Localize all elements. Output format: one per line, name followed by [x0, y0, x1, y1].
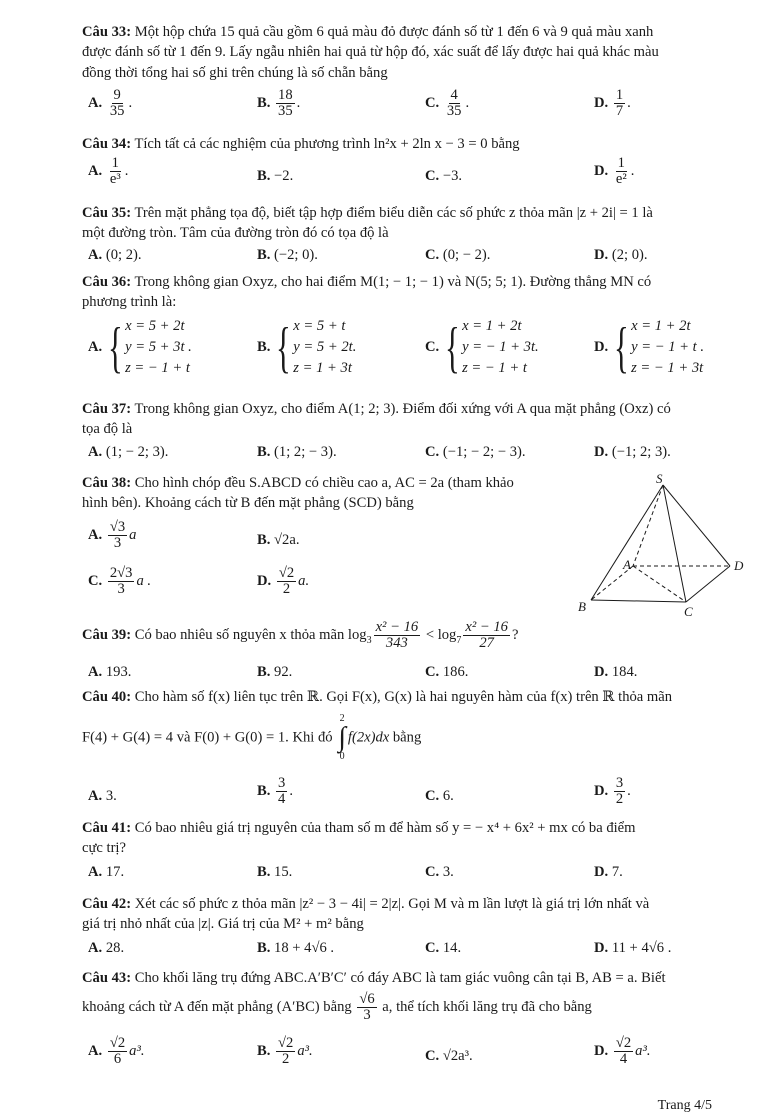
option-label: D. — [594, 339, 609, 356]
numerator: x² − 16 — [465, 619, 508, 635]
log-base: 7 — [456, 635, 462, 647]
equation-system — [608, 316, 704, 379]
option-a[interactable] — [88, 662, 131, 682]
option-a[interactable] — [88, 156, 128, 188]
option-text: √2a³. — [442, 1048, 473, 1064]
option-label: B. — [257, 664, 271, 680]
denominator: 2 — [615, 791, 624, 808]
option-a[interactable] — [88, 520, 136, 552]
option-a[interactable] — [88, 938, 124, 958]
option-text: (−1; − 2; − 3). — [442, 444, 526, 460]
question-33 — [82, 22, 757, 83]
log-base: 3 — [366, 635, 372, 647]
option-label: B. — [257, 864, 271, 880]
vertex-label-d: D — [734, 558, 744, 573]
option-label: B. — [257, 783, 271, 800]
option-suffix: a³. — [297, 1043, 313, 1060]
option-b[interactable] — [257, 316, 356, 379]
option-label: D. — [594, 444, 609, 460]
option-b[interactable] — [257, 776, 293, 808]
option-text: 193. — [105, 664, 132, 680]
question-text: a, thể tích khối lăng trụ đã cho bằng — [378, 999, 592, 1016]
option-label: D. — [594, 664, 609, 680]
fraction — [463, 620, 510, 652]
option-b[interactable] — [257, 530, 299, 550]
option-label: D. — [594, 1043, 609, 1060]
fraction — [277, 566, 296, 598]
option-suffix: . — [627, 783, 631, 800]
question-text-line: hình bên). Khoảng cách từ B đến mặt phẳng (SCD) bằng — [82, 495, 414, 512]
option-c[interactable] — [425, 316, 539, 379]
option-text: (1; − 2; 3). — [105, 444, 169, 460]
question-number: Câu 33: — [82, 24, 132, 40]
option-d[interactable] — [594, 245, 648, 265]
brace-icon: { — [276, 316, 292, 379]
denominator: 35 — [109, 103, 125, 120]
option-text: 186. — [442, 664, 469, 680]
option-label: B. — [257, 95, 271, 112]
option-c[interactable] — [425, 88, 469, 120]
option-b[interactable] — [257, 245, 318, 265]
option-label: D. — [594, 783, 609, 800]
question-42 — [82, 894, 757, 935]
question-text-line: đồng thời tổng hai số ghi trên chúng là số chẵn bằng — [82, 64, 388, 81]
option-label: A. — [88, 247, 103, 263]
option-text: 6. — [442, 788, 454, 804]
page-number: Trang 4/5 — [657, 1098, 712, 1113]
option-label: C. — [88, 573, 103, 590]
option-a[interactable] — [88, 245, 142, 265]
denominator: 4 — [278, 791, 286, 808]
question-text-line: Cho khối lăng trụ đứng ABC.A′B′C′ có đáy ABC là tam giác vuông cân tại B, AB = a. Biết — [134, 970, 666, 986]
question-43 — [82, 968, 757, 988]
question-text-line: Có bao nhiêu giá trị nguyên của tham số m để hàm số y = − x⁴ + 6x² + mx có ba điểm — [134, 820, 636, 836]
option-label: C. — [425, 444, 440, 460]
question-40 — [82, 687, 757, 707]
question-text-line: Trong không gian Oxyz, cho điểm A(1; 2; 3). Điểm đối xứng với A qua mặt phẳng (Oxz) có — [134, 401, 671, 417]
option-c[interactable] — [88, 566, 151, 598]
fraction — [614, 1036, 633, 1068]
option-text: 28. — [105, 940, 125, 956]
edge-cd — [686, 566, 730, 602]
option-a[interactable] — [88, 862, 124, 882]
question-text: ? — [511, 627, 519, 644]
numerator: x² − 16 — [375, 619, 419, 635]
fraction — [108, 88, 127, 120]
numerator: √2 — [278, 1035, 294, 1051]
option-text: (2; 0). — [611, 247, 648, 263]
option-c[interactable] — [425, 442, 526, 462]
numerator: 1 — [615, 87, 624, 103]
option-text: 3. — [442, 864, 454, 880]
question-text: bằng — [487, 136, 520, 152]
option-suffix: . — [465, 95, 470, 112]
equation-system — [270, 316, 356, 379]
denominator: 4 — [619, 1051, 628, 1068]
option-a[interactable] — [88, 316, 192, 379]
option-label: B. — [257, 444, 271, 460]
question-number: Câu 41: — [82, 820, 132, 836]
vertex-label-s: S — [656, 471, 663, 486]
fraction — [276, 776, 287, 808]
option-d[interactable] — [594, 156, 634, 188]
integral-icon: ∫ — [338, 722, 346, 753]
fraction — [614, 88, 625, 120]
option-label: C. — [425, 788, 440, 804]
option-label: B. — [257, 940, 271, 956]
numerator: √2 — [615, 1035, 632, 1051]
equation-line: z = − 1 + t — [462, 360, 527, 377]
question-text: F(4) + G(4) = 4 và F(0) + G(0) = 1. Khi đó — [82, 729, 337, 746]
integral-upper-bound: 2 — [339, 713, 345, 724]
denominator: e³ — [109, 171, 121, 188]
question-number: Câu 37: — [82, 401, 132, 417]
option-label: B. — [257, 168, 271, 184]
numerator: 18 — [278, 87, 293, 103]
option-d[interactable] — [594, 316, 704, 379]
option-text: 11 + 4√6 . — [611, 940, 672, 956]
fraction — [614, 156, 629, 188]
option-label: A. — [88, 444, 103, 460]
option-label: D. — [594, 940, 609, 956]
option-label: A. — [88, 163, 103, 180]
option-text: (0; − 2). — [442, 247, 491, 263]
option-b[interactable] — [257, 1036, 313, 1068]
question-text: bằng — [389, 729, 422, 746]
option-text: (0; 2). — [105, 247, 142, 263]
question-text-line: Một hộp chứa 15 quả cầu gồm 6 quả màu đỏ được đánh số từ 1 đến 6 và 9 quả màu xanh — [134, 24, 654, 40]
option-d[interactable] — [594, 88, 631, 120]
denominator: 343 — [385, 635, 408, 652]
numerator: 3 — [615, 775, 624, 791]
question-36 — [82, 272, 757, 313]
option-label: A. — [88, 527, 103, 544]
question-text-line: tọa độ là — [82, 421, 133, 438]
question-number: Câu 42: — [82, 896, 132, 912]
fraction — [108, 520, 127, 552]
question-text: Có bao nhiêu số nguyên x thỏa mãn log — [134, 627, 367, 644]
question-39 — [82, 620, 757, 652]
option-suffix: a — [129, 527, 137, 544]
denominator: 3 — [363, 1007, 371, 1024]
option-c[interactable] — [425, 786, 454, 806]
option-label: C. — [425, 940, 440, 956]
equation-line: y = − 1 + t . — [631, 339, 705, 356]
question-number: Câu 34: — [82, 136, 132, 152]
option-d[interactable] — [594, 442, 671, 462]
option-b[interactable] — [257, 442, 337, 462]
option-label: A. — [88, 95, 103, 112]
integral — [338, 714, 346, 762]
option-label: D. — [594, 163, 609, 180]
option-suffix: a . — [136, 573, 152, 590]
question-text-line: Trên mặt phẳng tọa độ, biết tập hợp điểm biểu diễn các số phức z thỏa mãn |z + 2i| = 1 là — [134, 205, 653, 221]
equation-system — [439, 316, 538, 379]
vertex-label-c: C — [684, 604, 693, 619]
denominator: 35 — [446, 103, 462, 120]
question-number: Câu 40: — [82, 689, 132, 705]
option-label: C. — [425, 168, 440, 184]
option-label: B. — [257, 1043, 271, 1060]
option-c[interactable] — [425, 245, 490, 265]
denominator: 7 — [615, 103, 624, 120]
option-suffix: a. — [298, 573, 310, 590]
option-d[interactable] — [594, 938, 671, 958]
numerator: √3 — [109, 519, 126, 535]
numerator: 2√3 — [109, 565, 133, 581]
option-c[interactable] — [425, 166, 462, 186]
option-d[interactable] — [257, 566, 309, 598]
option-text: 92. — [274, 664, 293, 680]
equation-system — [102, 316, 192, 379]
question-38 — [82, 473, 562, 514]
question-34 — [82, 134, 757, 154]
option-text: 184. — [611, 664, 638, 680]
numerator: √2 — [109, 1035, 126, 1051]
option-label: A. — [88, 339, 103, 356]
option-b[interactable] — [257, 88, 300, 120]
question-35 — [82, 203, 757, 244]
question-text-line: Xét các số phức z thỏa mãn |z² − 3 − 4i| = 2|z|. Gọi M và m lần lượt là giá trị lớn nhất và — [134, 896, 650, 912]
option-text: 14. — [442, 940, 462, 956]
option-b[interactable] — [257, 938, 334, 958]
equation-line: z = − 1 + 3t — [631, 360, 704, 377]
option-suffix: . — [124, 163, 129, 180]
denominator: 2 — [282, 581, 291, 598]
numerator: 1 — [111, 155, 119, 171]
option-text: −2. — [274, 168, 294, 184]
brace-icon: { — [445, 316, 461, 379]
fraction — [108, 566, 135, 598]
option-text: (−1; 2; 3). — [611, 444, 671, 460]
fraction — [108, 1036, 127, 1068]
question-text: < log — [422, 627, 457, 644]
option-label: D. — [594, 95, 609, 112]
denominator: 3 — [117, 581, 125, 598]
fraction — [445, 88, 464, 120]
option-suffix: a³. — [129, 1043, 145, 1060]
option-suffix: . — [296, 95, 301, 112]
option-suffix: . — [630, 163, 635, 180]
option-text: (1; 2; − 3). — [274, 444, 337, 460]
equation-line: y = 5 + 3t . — [125, 339, 192, 356]
question-41 — [82, 818, 757, 859]
option-text: −3. — [442, 168, 463, 184]
question-text-line: được đánh số từ 1 đến 9. Lấy ngẫu nhiên hai quả từ hộp đó, xác suất để lấy được hai quả khác màu — [82, 44, 659, 61]
option-label: C. — [425, 339, 440, 356]
equation-line: z = − 1 + t — [125, 360, 190, 377]
numerator: √2 — [278, 565, 295, 581]
option-label: C. — [425, 247, 440, 263]
option-b[interactable] — [257, 862, 292, 882]
numerator: 9 — [113, 87, 121, 103]
question-text-line: Cho hình chóp đều S.ABCD có chiều cao a, AC = 2a (tham khảo — [134, 475, 514, 491]
pyramid-figure — [570, 470, 760, 620]
fraction — [276, 88, 295, 120]
fraction — [357, 992, 376, 1024]
option-a[interactable] — [88, 1036, 145, 1068]
option-text: 18 + 4√6 . — [274, 940, 335, 956]
question-text-line: một đường tròn. Tâm của đường tròn đó có tọa độ là — [82, 225, 389, 242]
option-c[interactable] — [425, 1046, 473, 1066]
equation-line: x = 5 + t — [293, 318, 346, 334]
option-c[interactable] — [425, 662, 468, 682]
denominator: 3 — [113, 535, 122, 552]
option-text: (−2; 0). — [274, 247, 318, 263]
equation-line: x = 1 + 2t — [462, 318, 522, 334]
option-d[interactable] — [594, 1036, 651, 1068]
option-label: C. — [425, 1048, 440, 1064]
option-text: 17. — [105, 864, 125, 880]
option-b[interactable] — [257, 166, 293, 186]
denominator: 35 — [278, 103, 293, 120]
numerator: 1 — [617, 155, 625, 171]
option-label: B. — [257, 339, 271, 356]
option-suffix: . — [627, 95, 631, 112]
integrand: f(2x)dx — [347, 729, 390, 746]
fraction — [276, 1036, 295, 1068]
question-text-line: Cho hàm số f(x) liên tục trên ℝ. Gọi F(x), G(x) là hai nguyên hàm của f(x) trên ℝ thỏa mãn — [134, 689, 673, 705]
equation-line: x = 5 + 2t — [125, 318, 185, 334]
option-suffix: . — [289, 783, 293, 800]
vertex-label-b: B — [578, 599, 586, 614]
equation-line: y = − 1 + 3t. — [462, 339, 539, 356]
equation: ln²x + 2ln x − 3 = 0 — [373, 136, 488, 152]
denominator: 6 — [113, 1051, 122, 1068]
denominator: 2 — [282, 1051, 290, 1068]
option-text: √2a. — [274, 532, 300, 548]
edge-sd — [663, 485, 730, 566]
option-label: A. — [88, 1043, 103, 1060]
option-a[interactable] — [88, 786, 117, 806]
option-suffix: . — [128, 95, 133, 112]
option-label: B. — [257, 247, 271, 263]
option-label: A. — [88, 940, 103, 956]
numerator: 3 — [278, 775, 286, 791]
denominator: e² — [615, 171, 627, 188]
equation-line: y = 5 + 2t. — [293, 339, 357, 356]
option-c[interactable] — [425, 938, 461, 958]
fraction — [374, 620, 421, 652]
option-label: A. — [88, 864, 103, 880]
option-b[interactable] — [257, 662, 292, 682]
equation-line: z = 1 + 3t — [293, 360, 352, 377]
option-d[interactable] — [594, 862, 623, 882]
brace-icon: { — [108, 316, 124, 379]
question-43-line2 — [82, 992, 757, 1024]
question-text-line: phương trình là: — [82, 294, 177, 311]
question-number: Câu 38: — [82, 475, 132, 491]
option-label: C. — [425, 95, 440, 112]
option-suffix: a³. — [635, 1043, 651, 1060]
integral-lower-bound: 0 — [339, 751, 345, 762]
option-d[interactable] — [594, 776, 631, 808]
brace-icon: { — [614, 316, 630, 379]
fraction — [108, 156, 123, 188]
edge-sb — [591, 485, 663, 600]
question-number: Câu 39: — [82, 627, 132, 644]
question-number: Câu 43: — [82, 970, 132, 986]
vertex-label-a: A — [623, 557, 631, 572]
question-text-line: cực trị? — [82, 840, 126, 857]
question-text-line: Trong không gian Oxyz, cho hai điểm M(1; − 1; − 1) và N(5; 5; 1). Đường thẳng MN có — [134, 274, 652, 290]
question-37 — [82, 399, 757, 440]
option-label: C. — [425, 664, 440, 680]
option-label: A. — [88, 664, 103, 680]
option-label: D. — [257, 573, 272, 590]
question-40-line2 — [82, 714, 757, 762]
option-text: 15. — [274, 864, 293, 880]
option-label: D. — [594, 864, 609, 880]
option-a[interactable] — [88, 88, 132, 120]
question-number: Câu 36: — [82, 274, 132, 290]
edge-ac — [633, 566, 686, 602]
question-text: Tích tất cả các nghiệm của phương trình — [134, 136, 374, 152]
equation-line: x = 1 + 2t — [631, 318, 691, 334]
fraction — [614, 776, 625, 808]
option-a[interactable] — [88, 442, 168, 462]
option-label: D. — [594, 247, 609, 263]
option-label: B. — [257, 532, 271, 548]
question-number: Câu 35: — [82, 205, 132, 221]
question-text-line: giá trị nhỏ nhất của |z|. Giá trị của M² + m² bằng — [82, 916, 364, 933]
option-c[interactable] — [425, 862, 454, 882]
option-label: A. — [88, 788, 103, 804]
denominator: 27 — [479, 635, 494, 652]
question-text: khoảng cách từ A đến mặt phẳng (A′BC) bằng — [82, 999, 356, 1016]
option-text: 3. — [105, 788, 117, 804]
numerator: 4 — [450, 87, 458, 103]
option-text: 7. — [611, 864, 623, 880]
option-d[interactable] — [594, 662, 637, 682]
option-label: C. — [425, 864, 440, 880]
numerator: √6 — [359, 991, 375, 1007]
edge-sc — [663, 485, 686, 602]
edge-bc — [591, 600, 686, 602]
